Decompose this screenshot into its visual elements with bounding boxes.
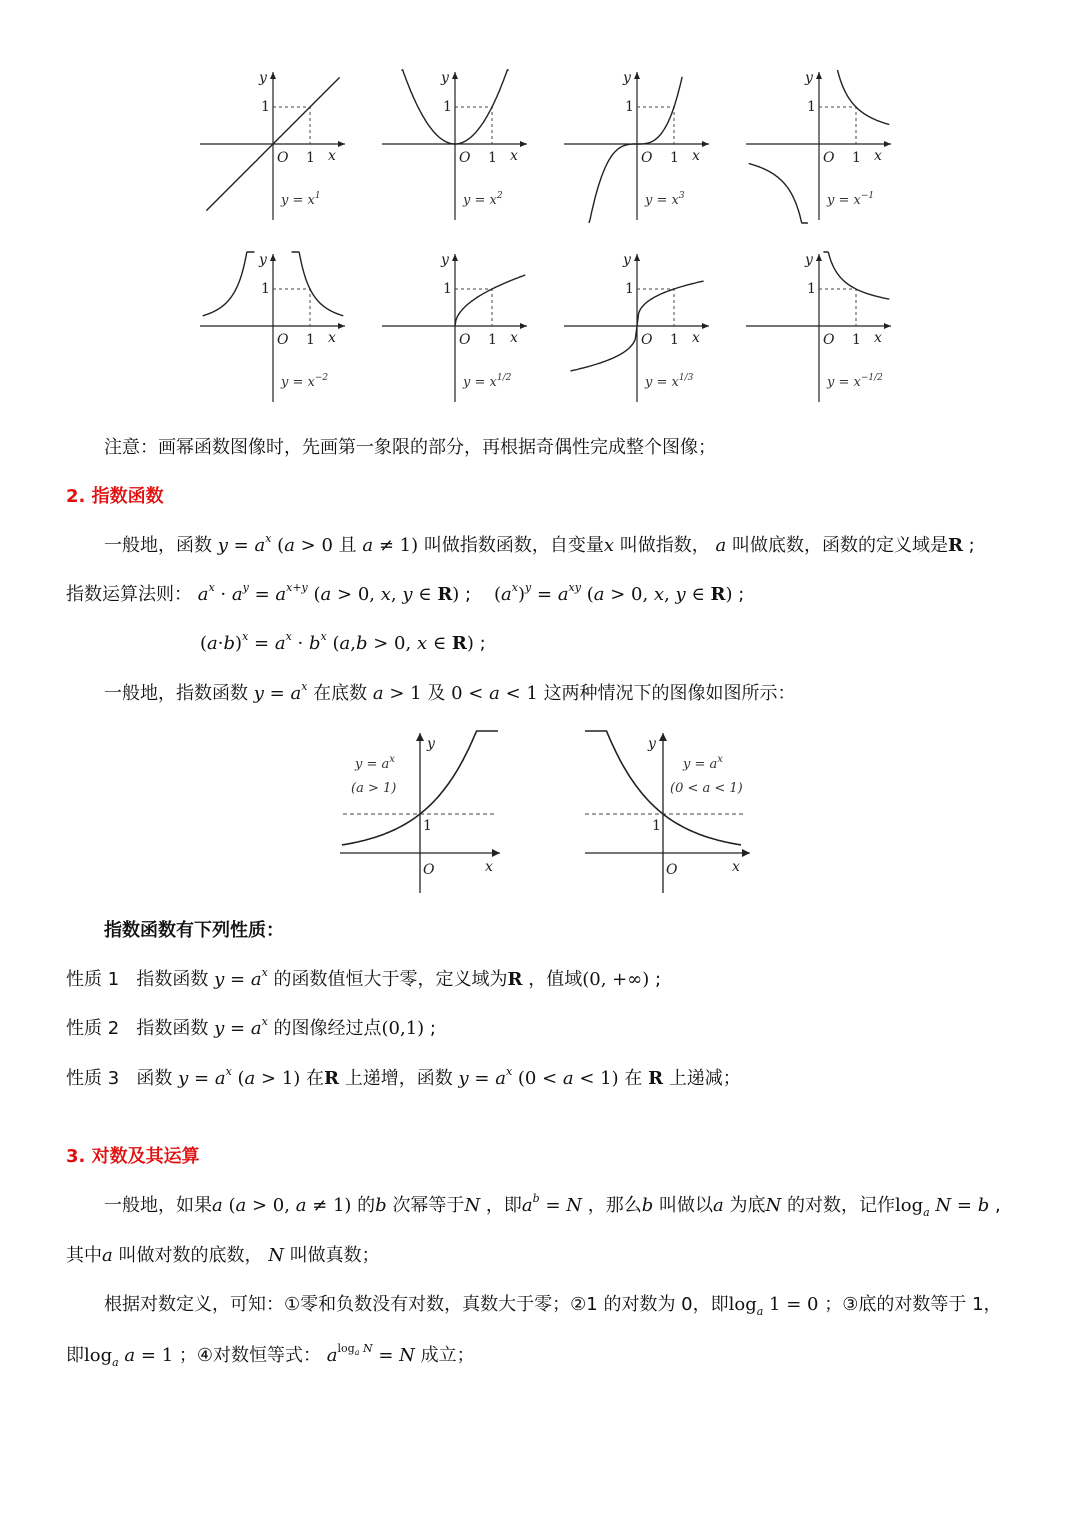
- section-3-heading: 3. 对数及其运算: [66, 1146, 200, 1167]
- y-axis-label: y: [259, 252, 267, 268]
- curve: [749, 164, 808, 224]
- origin-label: O: [666, 862, 678, 878]
- exp-graph-intro: 一般地，指数函数 $y = a^x$ 在底数 a > 1 及 0 < a < 1 这两种情况下的图像如图所示：: [104, 680, 796, 704]
- x-axis-label: x: [328, 148, 336, 164]
- one-tick-label: 1: [670, 150, 679, 166]
- origin-label: O: [823, 332, 835, 348]
- y-axis-label: y: [623, 252, 631, 268]
- curve: [203, 252, 255, 316]
- one-tick-label: 1: [852, 150, 861, 166]
- log-props-line-1: 根据对数定义，可知：①零和负数没有对数，真数大于零；②1 的对数为 0，即$\log_a 1 = 0$ ；③底的对数等于 1，: [104, 1294, 1002, 1318]
- x-axis-label: x: [732, 859, 740, 875]
- graph-caption: $y = x^3$: [645, 191, 685, 208]
- y-axis-label: y: [441, 252, 449, 268]
- curve: [455, 275, 525, 326]
- graph-caption: $y = x^{-1/2}$: [827, 373, 883, 390]
- x-axis-label: x: [692, 148, 700, 164]
- one-tick-label: 1: [852, 332, 861, 348]
- power-graph-xneghalf: [741, 250, 896, 410]
- x-axis-label: x: [874, 330, 882, 346]
- power-graph-xthird: [559, 250, 714, 410]
- y-axis-label: y: [427, 736, 435, 752]
- graph-caption: $y = x^{-1}$: [827, 191, 875, 208]
- exp-graph-a-less-1: [580, 728, 760, 898]
- power-graph-x2: [377, 68, 532, 228]
- props-heading: 指数函数有下列性质：: [104, 920, 284, 941]
- exp-definition: 一般地，函数 $y = a^x$ (a > 0 且 a ≠ 1) 叫做指数函数，自变量x 叫做指数， a 叫做底数，函数的定义域是R ;: [104, 532, 975, 556]
- curve: [838, 70, 890, 125]
- one-label: 1: [625, 99, 634, 115]
- curve: [292, 252, 344, 316]
- property-2: 性质 2 指数函数 $y = a^x$ 的图像经过点(0,1) ;: [66, 1015, 436, 1039]
- graph-caption: $y = x^{-2}$: [281, 373, 329, 390]
- y-axis-label: y: [623, 70, 631, 86]
- exp-right-title: $y = a^x$: [683, 754, 723, 772]
- x-axis-label: x: [874, 148, 882, 164]
- origin-label: O: [459, 332, 471, 348]
- power-graph-xneg2: [195, 250, 350, 410]
- one-tick-label: 1: [306, 150, 315, 166]
- y-axis-label: y: [648, 736, 656, 752]
- curve: [823, 252, 889, 299]
- origin-label: O: [423, 862, 435, 878]
- x-axis-label: x: [510, 148, 518, 164]
- origin-label: O: [459, 150, 471, 166]
- one-label: 1: [443, 99, 452, 115]
- y-axis-label: y: [805, 70, 813, 86]
- exp-rules-2: $(a\cdot b)^x = a^x \cdot b^x$ (a,b > 0, x ∈ R) ;: [200, 630, 486, 654]
- one-tick-label: 1: [488, 332, 497, 348]
- y-axis-label: y: [441, 70, 449, 86]
- graph-caption: $y = x^{1/3}$: [645, 373, 694, 390]
- x-axis-label: x: [485, 859, 493, 875]
- property-1: 性质 1 指数函数 $y = a^x$ 的函数值恒大于零，定义域为R ，值域(0, +∞) ;: [66, 966, 662, 990]
- power-graph-xneg1: [741, 68, 896, 228]
- power-graph-xhalf: [377, 250, 532, 410]
- origin-label: O: [277, 150, 289, 166]
- origin-label: O: [823, 150, 835, 166]
- exp-rules-1: 指数运算法则： $a^x \cdot a^y = a^{x+y}$ (a > 0, x, y ∈ R) ; $(a^x)^y = a^{xy}$ (a > 0, x, y ∈ R) ;: [66, 581, 745, 605]
- exp-left-cond: (a > 1): [351, 781, 397, 796]
- log-def-line-1: 一般地，如果a (a > 0, a ≠ 1) 的b 次幂等于N ，即$a^b = N$ ，那么b 叫做以a 为底N 的对数，记作$\log_a N = b$ ,: [104, 1192, 1001, 1219]
- one-label: 1: [807, 281, 816, 297]
- one-tick-label: 1: [670, 332, 679, 348]
- one-label: 1: [261, 281, 270, 297]
- origin-label: O: [277, 332, 289, 348]
- one-label: 1: [625, 281, 634, 297]
- origin-label: O: [641, 150, 653, 166]
- note-text: 注意：画幂函数图像时，先画第一象限的部分，再根据奇偶性完成整个图像；: [104, 437, 716, 458]
- exp-right-cond: (0 < a < 1): [670, 781, 743, 796]
- y-axis-label: y: [805, 252, 813, 268]
- graph-caption: $y = x^{1/2}$: [463, 373, 512, 390]
- exp-left-title: $y = a^x$: [355, 754, 395, 772]
- one-label: 1: [423, 818, 432, 834]
- graph-caption: $y = x^1$: [281, 191, 321, 208]
- origin-label: O: [641, 332, 653, 348]
- property-3: 性质 3 函数 $y = a^x$ (a > 1) 在R 上递增，函数 $y = a^x$ (0 < a < 1) 在 R 上递减；: [66, 1065, 741, 1089]
- power-graph-x3: [559, 68, 714, 228]
- x-axis-label: x: [692, 330, 700, 346]
- section-2-heading: 2. 指数函数: [66, 486, 164, 507]
- x-axis-label: x: [510, 330, 518, 346]
- exp-graph-a-greater-1: [335, 728, 505, 898]
- one-label: 1: [443, 281, 452, 297]
- graph-caption: $y = x^2$: [463, 191, 503, 208]
- one-label: 1: [261, 99, 270, 115]
- log-def-line-2: 其中a 叫做对数的底数， N 叫做真数；: [66, 1245, 380, 1266]
- one-label: 1: [652, 818, 661, 834]
- one-tick-label: 1: [306, 332, 315, 348]
- log-props-line-2: 即$\log_a a = 1$ ；④对数恒等式： $a^{log_a N} = N$ 成立；: [66, 1342, 475, 1369]
- power-graph-x1: [195, 68, 350, 228]
- y-axis-label: y: [259, 70, 267, 86]
- one-tick-label: 1: [488, 150, 497, 166]
- x-axis-label: x: [328, 330, 336, 346]
- one-label: 1: [807, 99, 816, 115]
